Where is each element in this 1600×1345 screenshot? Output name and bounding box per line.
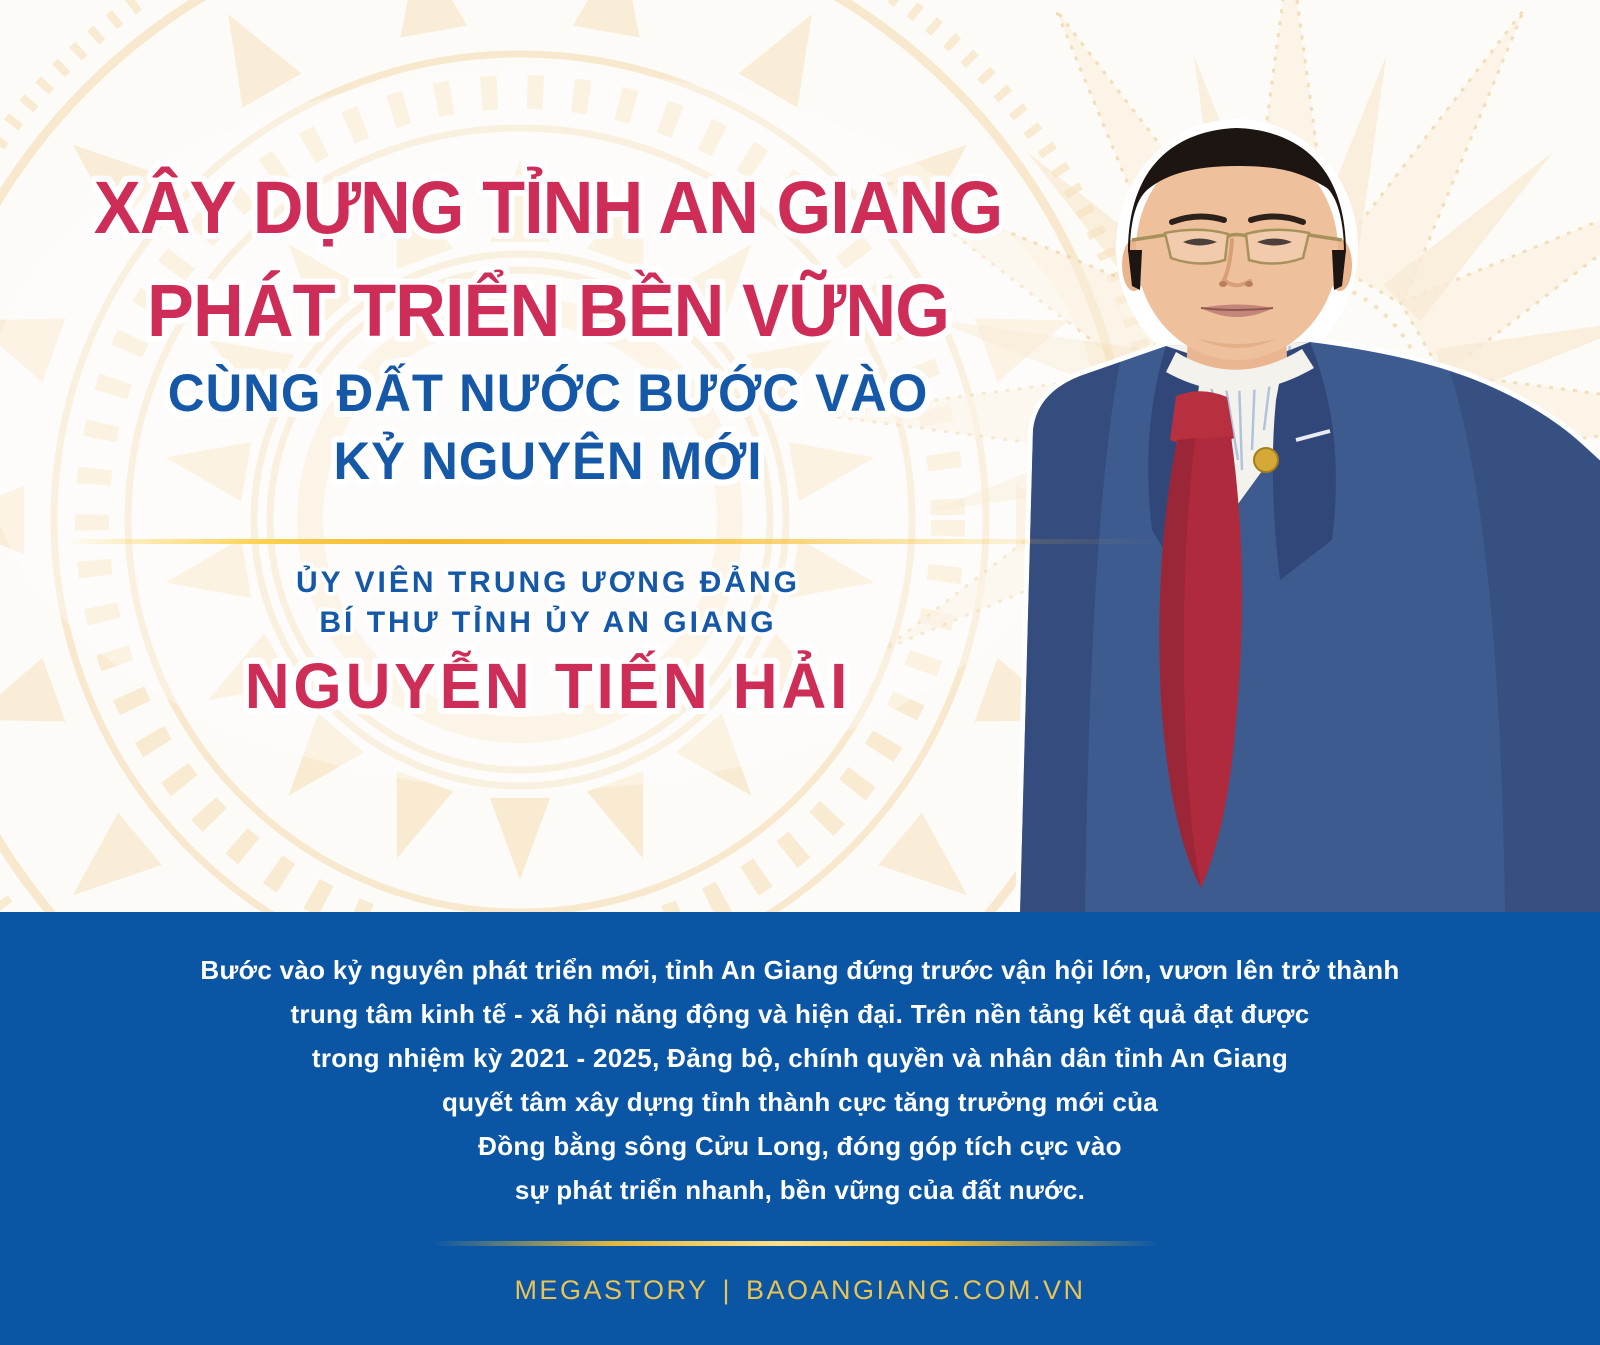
summary-panel — [0, 912, 1600, 1345]
main-title — [27, 156, 1068, 362]
gold-divider-top — [65, 539, 1161, 544]
quote-line: sự phát triển nhanh, bền vững của đất nước. — [514, 1175, 1086, 1205]
portrait-lapel-pin — [1254, 448, 1278, 472]
footer-brand: MEGASTORY — [514, 1275, 709, 1305]
role-line2: BÍ THƯ TỈNH ỦY AN GIANG — [319, 606, 777, 639]
footer — [0, 1272, 1600, 1308]
quote-line: Bước vào kỷ nguyên phát triển mới, tỉnh An Giang đứng trước vận hội lớn, vươn lên trở thành — [200, 955, 1400, 985]
main-title-line1: XÂY DỰNG TỈNH AN GIANG — [93, 166, 1003, 249]
quote-text — [0, 948, 1600, 1212]
subtitle — [22, 360, 1074, 496]
person-name: NGUYỄN TIẾN HẢI — [244, 650, 852, 722]
subtitle-line2: KỶ NGUYÊN MỚI — [333, 432, 763, 491]
quote-line: trung tâm kinh tế - xã hội năng động và hiện đại. Trên nền tảng kết quả đạt được — [290, 999, 1310, 1029]
subtitle-line1: CÙNG ĐẤT NƯỚC BƯỚC VÀO — [167, 364, 929, 423]
gold-divider-bottom — [432, 1241, 1160, 1246]
footer-site: BAOANGIANG.COM.VN — [746, 1275, 1086, 1305]
role-line1: ỦY VIÊN TRUNG ƯƠNG ĐẢNG — [296, 566, 800, 599]
footer-separator: | — [722, 1275, 732, 1305]
quote-line: Đồng bằng sông Cửu Long, đóng góp tích cực vào — [478, 1131, 1122, 1161]
quote-line: trong nhiệm kỳ 2021 - 2025, Đảng bộ, chính quyền và nhân dân tỉnh An Giang — [311, 1043, 1289, 1073]
main-title-line2: PHÁT TRIỂN BỀN VỮNG — [147, 269, 949, 352]
quote-line: quyết tâm xây dựng tỉnh thành cực tăng trưởng mới của — [441, 1087, 1159, 1117]
headline-block — [0, 0, 1096, 912]
role-block — [0, 563, 1096, 643]
